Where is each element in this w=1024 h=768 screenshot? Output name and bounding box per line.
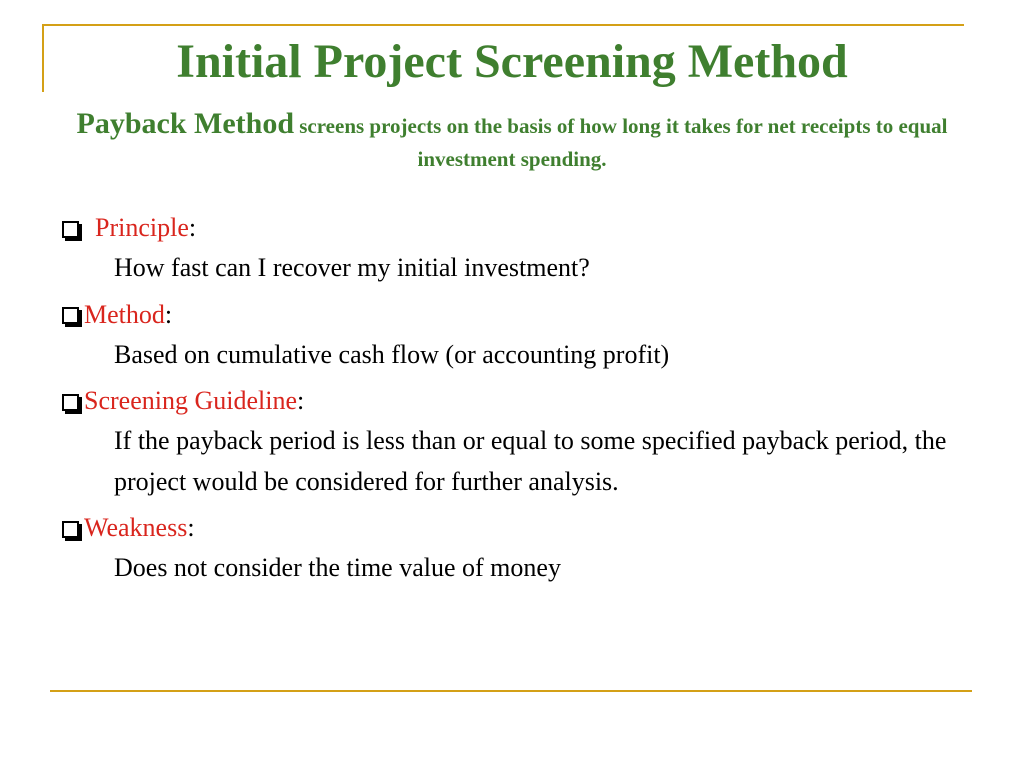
checkbox-square-icon [62,221,79,238]
bullet-label: Method [84,299,165,329]
bullet-head [62,208,962,248]
checkbox-square-icon [62,307,79,324]
bullet-text: How fast can I recover my initial investment? [114,253,590,283]
bullet-label: Weakness [84,513,188,543]
bullet-screening-guideline [62,381,962,502]
bullet-colon: : [297,386,305,416]
bullet-text: Based on cumulative cash flow (or accounting profit) [114,339,670,369]
bullet-colon: : [164,299,173,329]
bullet-method [62,295,962,376]
bottom-rule [50,690,972,692]
checkbox-square-icon [62,521,79,538]
bullet-colon: : [188,213,197,242]
bullet-principle [62,208,962,289]
bullet-text: Does not consider the time value of money [114,553,561,583]
top-rule [42,24,964,26]
bullet-text: If the payback period is less than or equal to some specified payback period, the project would be considered for further analysis. [114,426,947,496]
bullet-weakness [62,508,962,589]
slide-title: Initial Project Screening Method [176,35,848,88]
checkbox-square-icon [62,394,79,411]
slide-subtitle [60,104,964,173]
bullet-list [62,208,962,595]
subtitle-rest: screens projects on the basis of how long it takes for net receipts to equal investment spending. [294,114,948,171]
bullet-head [62,381,962,421]
bullet-colon: : [187,513,195,543]
bullet-label: Principle [95,213,189,242]
bullet-head [62,295,962,335]
bullet-head [62,508,962,548]
subtitle-lead: Payback Method [76,107,294,140]
bullet-label: Screening Guideline [84,386,297,416]
